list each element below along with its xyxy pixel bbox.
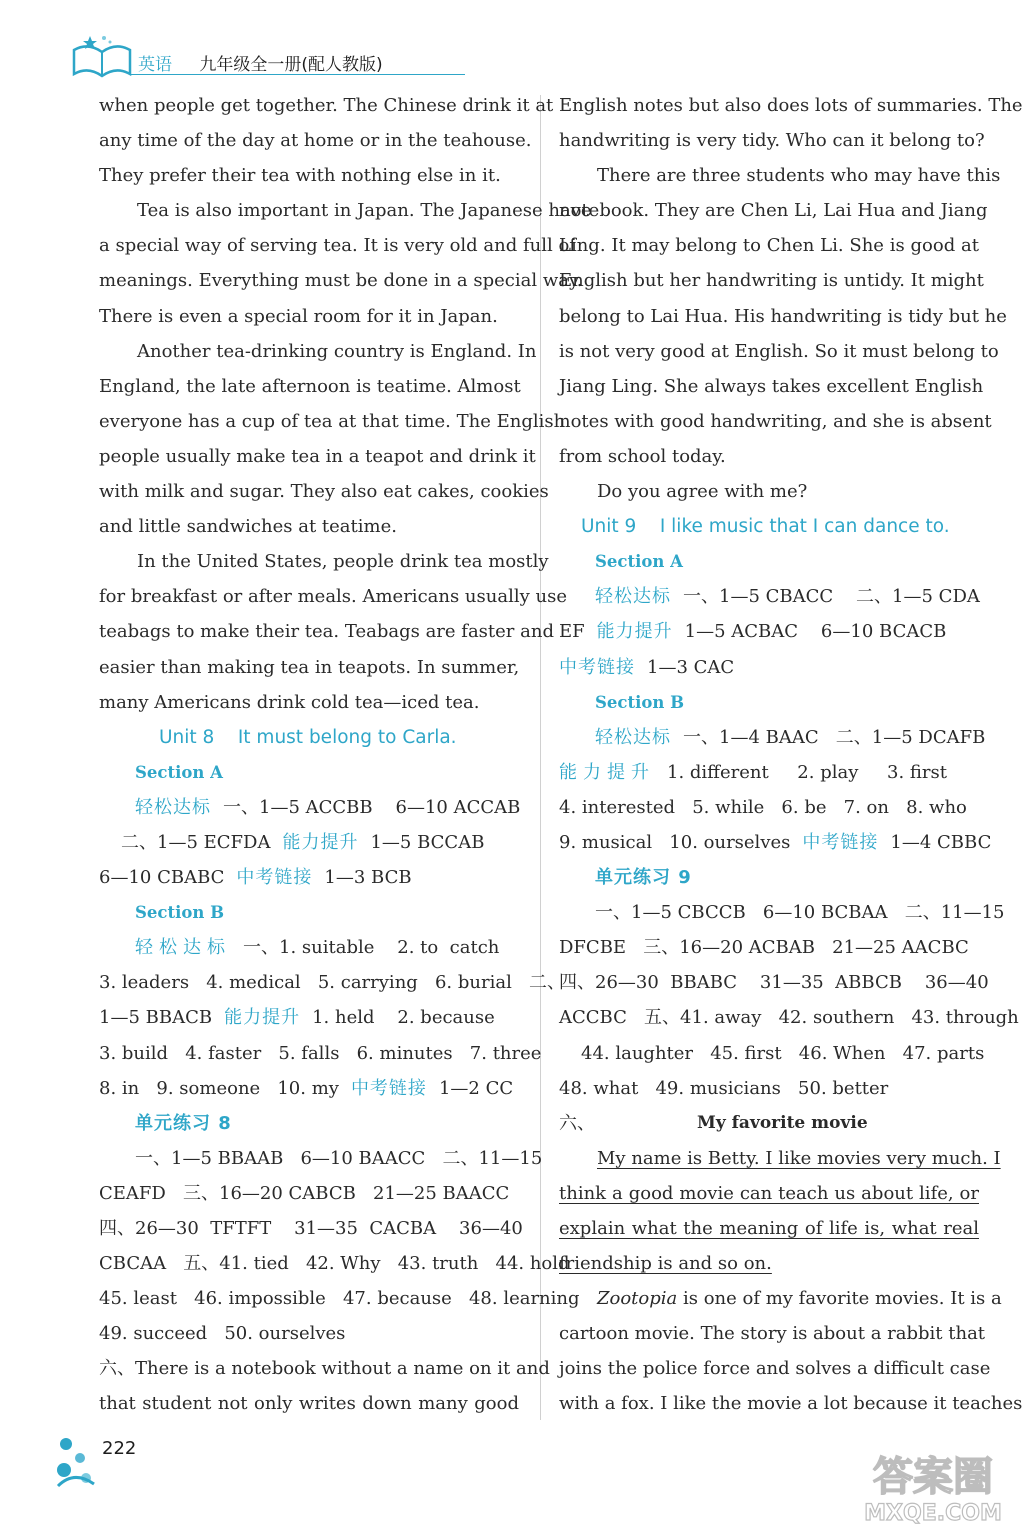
text-line: English notes but also does lots of summaries. The bbox=[559, 95, 1023, 116]
essay-line: joins the police force and solves a difficult case bbox=[559, 1358, 991, 1380]
text-line: that student not only writes down many good bbox=[99, 1393, 519, 1415]
tag-label: 中考链接 bbox=[802, 831, 879, 853]
answer-line: CBCAA 五、41. tied 42. Why 43. truth 44. hold bbox=[99, 1253, 570, 1275]
text-line: English but her handwriting is untidy. It might bbox=[559, 270, 984, 292]
answer-line: CEAFD 三、16—20 CABCB 21—25 BAACC bbox=[99, 1182, 510, 1204]
tag-label: 轻松达标 bbox=[595, 586, 671, 608]
answer-line bbox=[99, 860, 519, 895]
answer-line: 3. leaders 4. medical 5. carrying 6. burial 二、 bbox=[99, 972, 565, 994]
underlined-text: think a good movie can teach us about life, or bbox=[559, 1182, 979, 1204]
text-line: with milk and sugar. They also eat cakes, cookies bbox=[99, 481, 549, 503]
tag-label: 能力提升 bbox=[596, 621, 673, 643]
tag-label: 能力提升 bbox=[224, 1007, 301, 1029]
header-subject: 英语 bbox=[138, 55, 172, 75]
text-line: belong to Lai Hua. His handwriting is tidy but he bbox=[559, 305, 1007, 327]
text-line: England, the late afternoon is teatime. Almost bbox=[99, 375, 521, 397]
text-line: easier than making tea in teapots. In summer, bbox=[99, 656, 520, 678]
underlined-text: explain what the meaning of life is, what real bbox=[559, 1218, 979, 1239]
essay-title: My favorite movie bbox=[697, 1112, 868, 1133]
answer-line bbox=[559, 579, 979, 614]
answer-text: 1. different 2. play 3. first bbox=[667, 761, 947, 783]
answer-line bbox=[559, 825, 992, 860]
answer-line: 4. interested 5. while 6. be 7. on 8. who bbox=[559, 796, 967, 818]
tag-label: 能力提升 bbox=[282, 831, 359, 853]
tag-label: 轻松达标 bbox=[595, 726, 671, 748]
answer-line bbox=[99, 790, 519, 825]
book-logo-icon bbox=[70, 30, 134, 80]
answer-text: 9. musical 10. ourselves bbox=[559, 831, 791, 853]
text-line: In the United States, people drink tea mostly bbox=[137, 551, 549, 573]
answer-line: 四、26—30 BBABC 31—35 ABBCB 36—40 bbox=[559, 972, 989, 994]
page-number: 222 bbox=[102, 1438, 137, 1459]
text-line: 六、There is a notebook without a name on it and bbox=[99, 1358, 550, 1380]
answer-text: 1—2 CC bbox=[438, 1077, 514, 1099]
answer-line: 48. what 49. musicians 50. better bbox=[559, 1077, 889, 1099]
text-line: Another tea-drinking country is England. In bbox=[137, 340, 537, 362]
unit9-section-a: Section A bbox=[595, 552, 683, 572]
answer-line: DFCBE 三、16—20 ACBAB 21—25 AACBC bbox=[559, 937, 969, 959]
answer-text: 1—5 BBACB bbox=[99, 1007, 213, 1029]
text-line: There is even a special room for it in Japan. bbox=[99, 305, 498, 327]
header-grade: 九年级全一册(配人教版) bbox=[199, 55, 383, 75]
answer-text: 1—3 BCB bbox=[324, 867, 412, 889]
answer-line: 44. laughter 45. first 46. When 47. parts bbox=[581, 1042, 985, 1064]
essay-line bbox=[559, 1141, 1001, 1176]
left-column bbox=[99, 88, 592, 1422]
text-line: from school today. bbox=[559, 445, 726, 467]
answer-line bbox=[99, 825, 519, 860]
essay-line bbox=[559, 1176, 979, 1211]
answer-text: 二、1—5 ECFDA bbox=[121, 831, 271, 853]
text-line: notebook. They are Chen Li, Lai Hua and Jiang bbox=[559, 200, 988, 222]
right-column bbox=[559, 88, 1023, 1422]
header-title bbox=[138, 50, 383, 75]
svg-text:MXQE.COM: MXQE.COM bbox=[864, 1501, 1002, 1526]
essay-text: is one of my favorite movies. It is a bbox=[677, 1288, 1002, 1310]
essay-line: with a fox. I like the movie a lot because it teaches bbox=[559, 1393, 1023, 1415]
unit9-exercise-title: 单元练习 9 bbox=[595, 867, 692, 889]
tag-label: 轻松达标 bbox=[135, 937, 231, 959]
page-header bbox=[60, 22, 480, 82]
answer-line: ACCBC 五、41. away 42. southern 43. through bbox=[559, 1007, 1019, 1029]
column-divider bbox=[540, 95, 541, 1420]
tag-label: 中考链接 bbox=[236, 867, 313, 889]
text-line: Tea is also important in Japan. The Japanese have bbox=[137, 200, 592, 222]
text-line: Do you agree with me? bbox=[597, 481, 808, 503]
text-line: everyone has a cup of tea at that time. The English bbox=[99, 410, 566, 432]
unit8-title: Unit 8 It must belong to Carla. bbox=[159, 726, 457, 748]
answer-line bbox=[559, 614, 979, 649]
text-line: for breakfast or after meals. Americans usually use bbox=[99, 586, 567, 608]
header-rule bbox=[130, 74, 465, 75]
answer-line bbox=[99, 1071, 519, 1106]
text-line: handwriting is very tidy. Who can it belong to? bbox=[559, 130, 985, 152]
section-six-label: 六、 bbox=[559, 1112, 595, 1134]
answer-line bbox=[99, 1000, 519, 1035]
answer-text: 6—10 CBABC bbox=[99, 867, 225, 889]
underlined-text: friendship is and so on. bbox=[559, 1253, 772, 1275]
tag-label: 中考链接 bbox=[350, 1077, 427, 1099]
answer-text: 1—4 CBBC bbox=[890, 831, 992, 853]
answer-line: 一、1—5 CBCCB 6—10 BCBAA 二、11—15 bbox=[595, 902, 1005, 924]
answer-line: 49. succeed 50. ourselves bbox=[99, 1323, 346, 1345]
answer-line: 3. build 4. faster 5. falls 6. minutes 7. three bbox=[99, 1042, 542, 1064]
essay-heading-line bbox=[559, 1106, 979, 1141]
answer-line bbox=[559, 755, 979, 790]
answer-text: 一、1—4 BAAC 二、1—5 DCAFB bbox=[683, 726, 986, 748]
text-line: Jiang Ling. She always takes excellent English bbox=[559, 375, 984, 397]
text-line: notes with good handwriting, and she is absent bbox=[559, 410, 992, 432]
answer-text: 1. held 2. because bbox=[312, 1007, 495, 1029]
unit8-section-a: Section A bbox=[135, 762, 223, 782]
text-line: people usually make tea in a teapot and drink it bbox=[99, 445, 536, 467]
tag-label: 中考链接 bbox=[559, 656, 635, 678]
unit9-title: Unit 9 I like music that I can dance to. bbox=[581, 516, 950, 538]
answer-line bbox=[559, 720, 986, 755]
tag-label: 能力提升 bbox=[559, 761, 655, 783]
answer-line bbox=[559, 650, 979, 685]
essay-line: cartoon movie. The story is about a rabbit that bbox=[559, 1323, 986, 1345]
watermark-logo bbox=[848, 1446, 1018, 1526]
text-line: They prefer their tea with nothing else in it. bbox=[99, 165, 501, 187]
text-line: and little sandwiches at teatime. bbox=[99, 516, 397, 538]
answer-line: 45. least 46. impossible 47. because 48. learning bbox=[99, 1288, 580, 1310]
answer-line: 四、26—30 TFTFT 31—35 CACBA 36—40 bbox=[99, 1218, 523, 1239]
text-line: any time of the day at home or in the teahouse. bbox=[99, 130, 532, 152]
svg-text:答案圈: 答案圈 bbox=[873, 1454, 993, 1500]
answer-text: 一、1. suitable 2. to catch bbox=[243, 937, 500, 959]
text-line: a special way of serving tea. It is very old and full of bbox=[99, 235, 576, 257]
unit8-section-b: Section B bbox=[135, 903, 225, 923]
text-line: There are three students who may have this bbox=[597, 165, 1001, 187]
movie-title: Zootopia bbox=[597, 1288, 678, 1310]
tag-label: 轻松达标 bbox=[135, 796, 211, 818]
answer-line bbox=[99, 930, 519, 965]
page-number-area bbox=[62, 1430, 162, 1500]
text-line: teabags to make their tea. Teabags are faster and bbox=[99, 621, 554, 643]
answer-text: 1—5 ACBAC 6—10 BCACB bbox=[684, 621, 947, 643]
essay-line bbox=[559, 1211, 979, 1246]
answer-text: 一、1—5 ACCBB 6—10 ACCAB bbox=[223, 796, 521, 818]
text-line: is not very good at English. So it must belong to bbox=[559, 340, 999, 362]
answer-text: 8. in 9. someone 10. my bbox=[99, 1077, 339, 1099]
essay-line bbox=[559, 1281, 1002, 1316]
text-line: Ling. It may belong to Chen Li. She is good at bbox=[559, 235, 979, 257]
answer-text: 1—3 CAC bbox=[647, 656, 735, 678]
underlined-text: My name is Betty. I like movies very much. I bbox=[597, 1147, 1001, 1169]
answer-line: 一、1—5 BBAAB 6—10 BAACC 二、11—15 bbox=[135, 1147, 543, 1169]
unit8-exercise-title: 单元练习 8 bbox=[135, 1112, 232, 1134]
text-line: many Americans drink cold tea—iced tea. bbox=[99, 691, 480, 713]
essay-line bbox=[559, 1246, 979, 1281]
answer-text: 一、1—5 CBACC 二、1—5 CDA bbox=[683, 586, 980, 608]
answer-text: 1—5 BCCAB bbox=[370, 831, 485, 853]
text-line: when people get together. The Chinese drink it at bbox=[99, 95, 554, 116]
unit9-section-b: Section B bbox=[595, 692, 685, 712]
text-line: meanings. Everything must be done in a special way. bbox=[99, 270, 583, 292]
answer-text: EF bbox=[559, 621, 585, 643]
